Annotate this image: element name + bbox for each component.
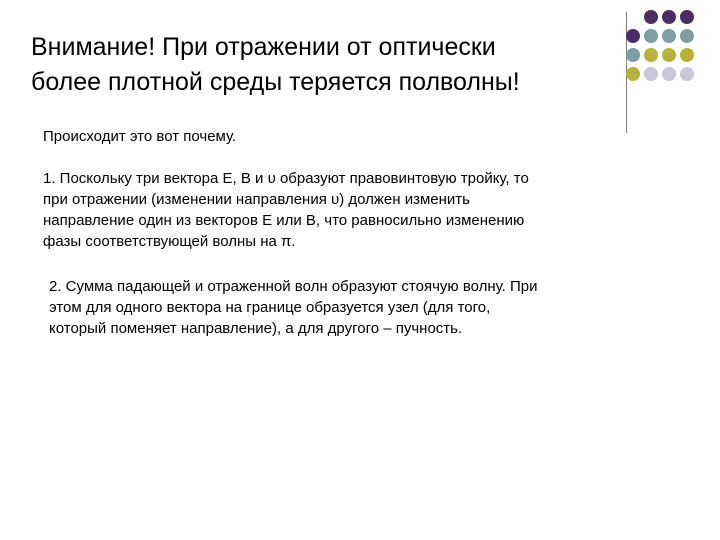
point-1-line: фазы соответствующей волны на π. xyxy=(43,233,296,250)
decorative-dot xyxy=(680,29,694,43)
decorative-dot xyxy=(626,29,640,43)
decorative-dot xyxy=(680,48,694,62)
slide-title-line: Внимание! При отражении от оптически xyxy=(31,33,496,61)
decorative-dot xyxy=(662,29,676,43)
decorative-dot xyxy=(662,48,676,62)
decorative-dot xyxy=(644,10,658,24)
point-2-paragraph xyxy=(49,276,659,339)
decorative-dot xyxy=(680,67,694,81)
point-1-line: направление один из векторов E или B, что равносильно изменению xyxy=(43,212,525,229)
decorative-dot xyxy=(626,67,640,81)
point-1-line: 1. Поскольку три вектора E, B и υ образуют правовинтовую тройку, то xyxy=(43,170,529,187)
decorative-dot xyxy=(626,48,640,62)
point-2-line: который поменяет направление), а для другого – пучность. xyxy=(49,320,463,337)
decorative-dot xyxy=(644,67,658,81)
decorative-dot xyxy=(680,10,694,24)
point-1-paragraph xyxy=(43,168,653,252)
decorative-dot xyxy=(662,67,676,81)
point-2-line: 2. Сумма падающей и отраженной волн образуют стоячую волну. При xyxy=(49,278,538,295)
point-2-line: этом для одного вектора на границе образуется узел (для того, xyxy=(49,299,491,316)
point-1-line: при отражении (изменении направления υ) должен изменить xyxy=(43,191,470,208)
decorative-dot xyxy=(662,10,676,24)
slide-title-line: более плотной среды теряется полволны! xyxy=(31,68,520,96)
decorative-dot xyxy=(644,29,658,43)
slide-title xyxy=(31,30,611,100)
decorative-dot-grid xyxy=(636,10,716,110)
decorative-dot xyxy=(644,48,658,62)
intro-text: Происходит это вот почему. xyxy=(43,128,237,145)
